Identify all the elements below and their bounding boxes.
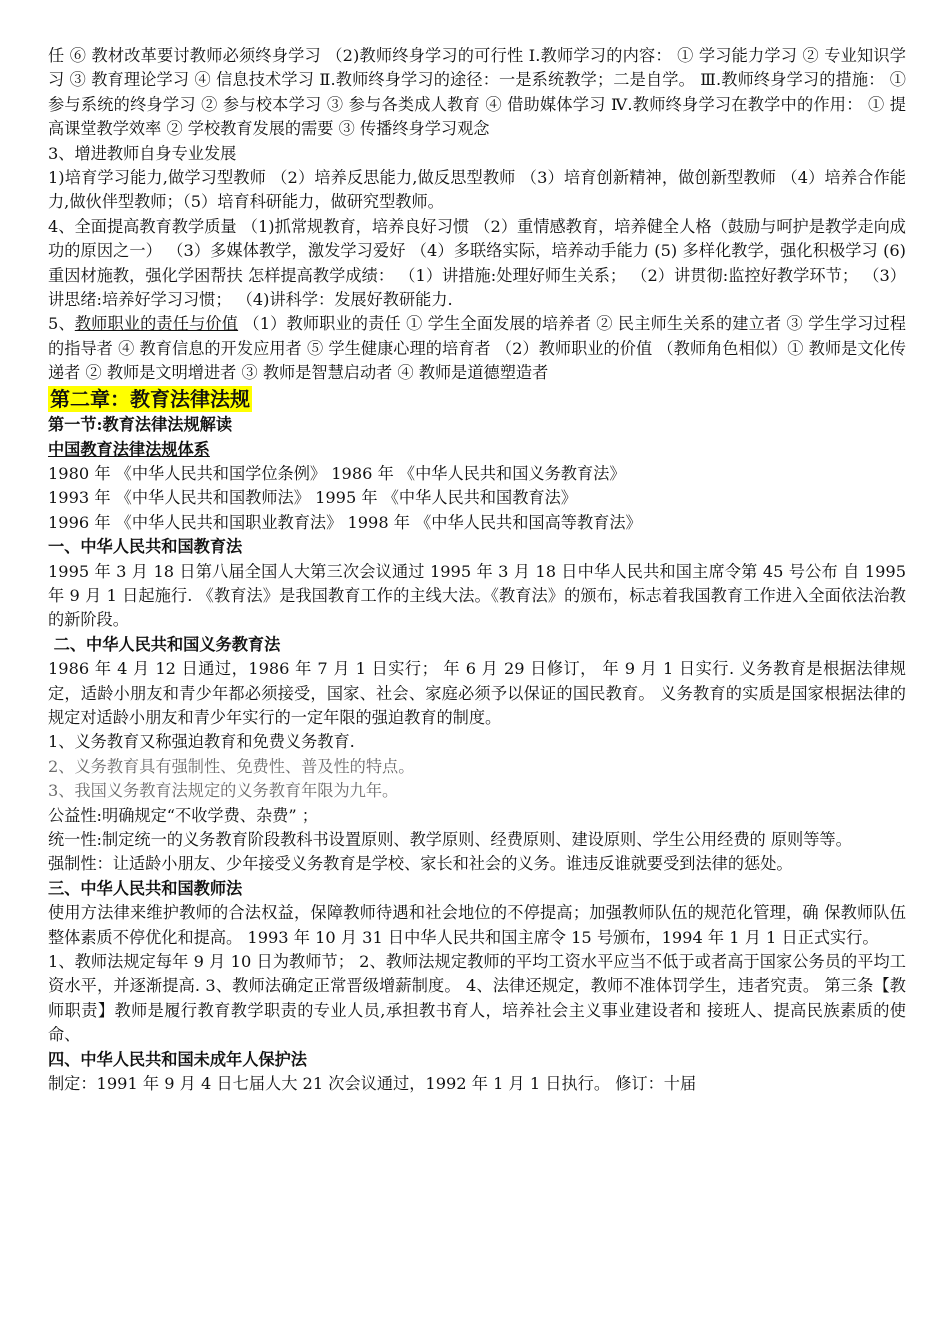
heading-education-law: 一、中华人民共和国教育法 xyxy=(48,537,243,557)
point-2: 2、义务教育具有强制性、免费性、普及性的特点。 xyxy=(48,756,415,776)
system-heading: 中国教育法律法规体系 xyxy=(48,439,210,459)
law-list-line-1: 1980 年 《中华人民共和国学位条例》 1986 年 《中华人民共和国义务教育法》 xyxy=(48,463,626,483)
heading-compulsory-education-law: 二、中华人民共和国义务教育法 xyxy=(48,634,281,654)
paragraph-minors-protection: 制定：1991 年 9 月 4 日七届人大 21 次会议通过，1992 年 1 月 1 日执行。 修订：十届 xyxy=(48,1074,697,1094)
law-list-line-2: 1993 年 《中华人民共和国教师法》 1995 年 《中华人民共和国教育法》 xyxy=(48,488,577,508)
paragraph-teacher-responsibility xyxy=(48,312,906,385)
underlined-term: 教师职业的责任与价值 xyxy=(74,314,239,334)
paragraph-compulsory-education: 1986 年 4 月 12 日通过，1986 年 7 月 1 日实行； 年 6 月 29 日修订， 年 9 月 1 日实行. 义务教育是根据法律规定，适龄小朋友和青少年都必须接受，国家、社会、家庭必须予以保证的国民教育。 义务教育的实质是国家根据法律的规定对适龄小朋友和青少年实行的一定年限的强迫教育的制度。 xyxy=(48,659,906,727)
public-welfare-line: 公益性:明确规定“不收学费、杂费” ； xyxy=(48,805,318,825)
uniformity-line: 统一性:制定统一的义务教育阶段教科书设置原则、教学原则、经费原则、建设原则、学生公用经费的 原则等等。 xyxy=(48,830,852,849)
chapter-heading-highlight: 第二章：教育法律法规 xyxy=(50,386,250,411)
paragraph-teacher-lifelong-learning: 任 ⑥ 教材改革要讨教师必须终身学习 （2)教师终身学习的可行性 Ⅰ.教师学习的内容： ① 学习能力学习 ② 专业知识学习 ③ 教育理论学习 ④ 信息技术学习 Ⅱ.教师终身学习的途径：一是系统教学；二是自学。 Ⅲ.教师终身学习的措施： ① 参与系统的终身学习 ② 参与校本学习 ③ 参与各类成人教育 ④ 借助媒体学习 Ⅳ.教师终身学习在教学中的作用： ① 提高课堂教学效率 ② 学校教育发展的需要 ③ 传播终身学习观念 xyxy=(48,46,906,139)
paragraph-education-law: 1995 年 3 月 18 日第八届全国人大第三次会议通过 1995 年 3 月 18 日中华人民共和国主席令第 45 号公布 自 1995 年 9 月 1 日起施行. 《教育法》是我国教育工作的主线大法。《教育法》的颁布，标志着我国教育工作进入全面依法治教的新阶段。 xyxy=(48,561,906,630)
paragraph-teachers-law-points: 1、教师法规定每年 9 月 10 日为教师节； 2、教师法规定教师的平均工资水平应当不低于或者高于国家公务员的平均工资水平，并逐渐提高. 3、教师法确定正常晋级增薪制度。 4、法律还规定，教师不准体罚学生，违者究责。 第三条【教师职责】教师是履行教育教学职责的专业人员,承担教书育人，培养社会主义事业建设者和 接班人、提高民族素质的使命、 xyxy=(48,952,906,1045)
chapter-heading-row xyxy=(48,386,906,413)
responsibility-text: （1）教师职业的责任 ① 学生全面发展的培养者 ② 民主师生关系的建立者 ③ 学生学习过程的指导者 ④ 教育信息的开发应用者 ⑤ 学生健康心理的培育者 （2）教师职业的价值 （教师角色相似）① 教师是文化传递者 ② 教师是文明增进者 ③ 教师是智慧启动者 ④ 教师是道德塑造者 xyxy=(48,314,906,383)
heading-teachers-law: 三、中华人民共和国教师法 xyxy=(48,878,243,898)
item-number: 5、 xyxy=(48,314,75,334)
law-list-line-3: 1996 年 《中华人民共和国职业教育法》 1998 年 《中华人民共和国高等教育法》 xyxy=(48,512,642,532)
compulsory-line: 强制性：让适龄小朋友、少年接受义务教育是学校、家长和社会的义务。谁违反谁就要受到法律的惩处。 xyxy=(48,854,793,874)
paragraph-development-list: 1)培育学习能力,做学习型教师 （2）培养反思能力,做反思型教师 （3）培育创新精神，做创新型教师 （4）培养合作能力,做伙伴型教师；（5）培育科研能力，做研究型教师。 xyxy=(48,168,906,212)
section-heading: 第一节:教育法律法规解读 xyxy=(48,415,233,435)
document-page xyxy=(48,44,906,1096)
heading-professional-development: 3、增进教师自身专业发展 xyxy=(48,143,237,163)
point-3: 3、我国义务教育法规定的义务教育年限为九年。 xyxy=(48,781,399,801)
paragraph-teachers-law: 使用方法律来维护教师的合法权益，保障教师待遇和社会地位的不停提高；加强教师队伍的规范化管理，确 保教师队伍整体素质不停优化和提高。 1993 年 10 月 31 日中华人民共和国主席令 15 号颁布，1994 年 1 月 1 日正式实行。 xyxy=(48,903,906,947)
paragraph-teaching-quality: 4、全面提高教育教学质量 （1)抓常规教育，培养良好习惯 （2）重情感教育，培养健全人格（鼓励与呵护是教学走向成功的原因之一） （3）多媒体教学，激发学习爱好 （4）多联络实际，培养动手能力 (5) 多样化教学，强化积极学习 (6)重因材施教，强化学困帮扶 怎样提高教学成绩： （1）讲措施:处理好师生关系； （2）讲贯彻:监控好教学环节； （3）讲思绪:培养好学习习惯； （4)讲科学：发展好教研能力. xyxy=(48,216,906,310)
point-1: 1、义务教育又称强迫教育和免费义务教育. xyxy=(48,732,355,752)
heading-minors-protection-law: 四、中华人民共和国未成年人保护法 xyxy=(48,1049,307,1069)
